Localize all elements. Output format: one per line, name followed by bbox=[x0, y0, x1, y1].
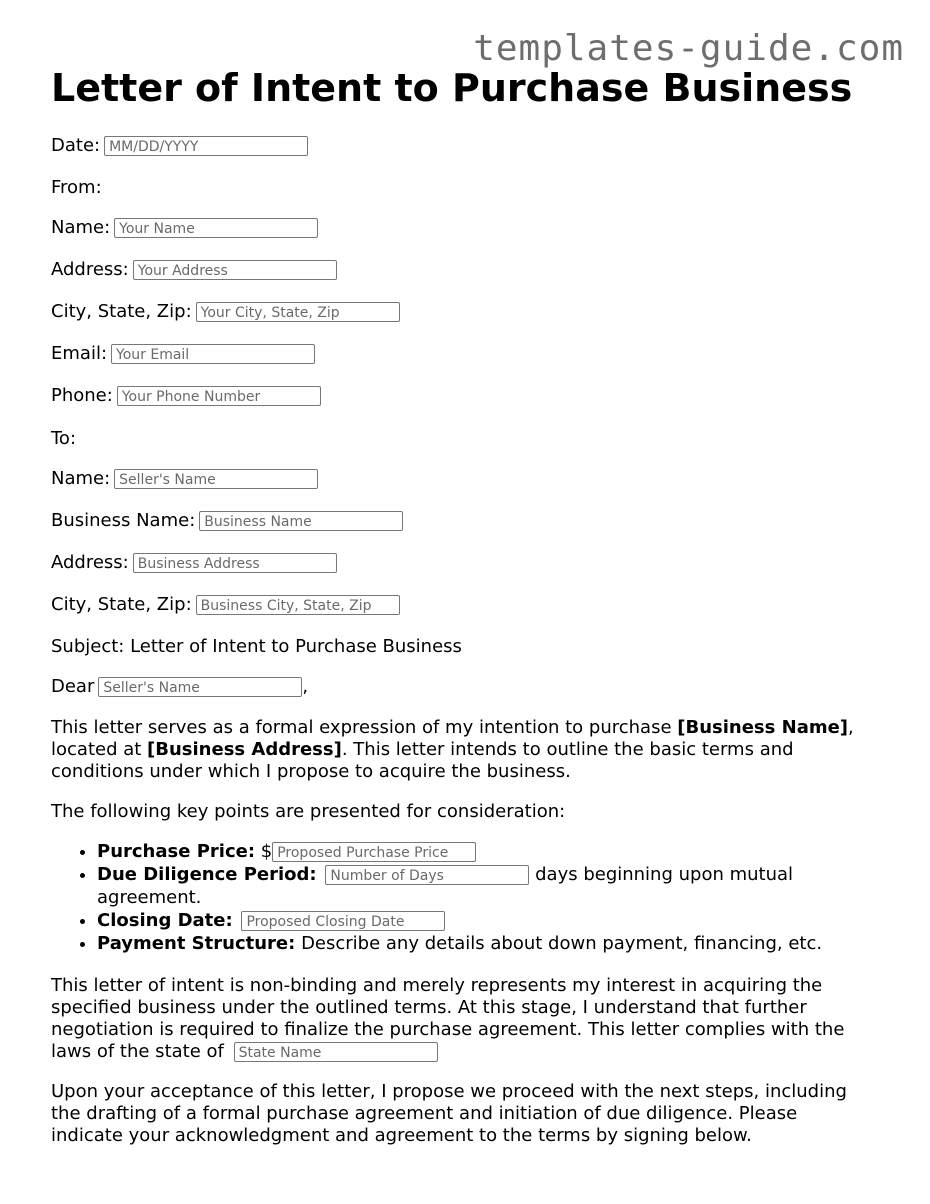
business-name-input[interactable]: Business Name bbox=[199, 511, 403, 531]
from-city-row bbox=[51, 301, 400, 323]
business-address-row bbox=[51, 552, 337, 574]
from-city-label: City, State, Zip: bbox=[51, 301, 192, 322]
to-label: To: bbox=[51, 428, 77, 449]
state-name-input[interactable]: State Name bbox=[234, 1042, 438, 1062]
from-label: From: bbox=[51, 177, 102, 198]
nonbinding-text: This letter of intent is non-binding and merely represents my interest in acquiring the specified business under the outlined terms. At this stage, I understand that further negotiation is required to finalize the purchase agreement. This letter complies with the laws of the state of bbox=[51, 975, 845, 1062]
due-diligence-item bbox=[97, 863, 897, 909]
salutation-label: Dear bbox=[51, 676, 95, 697]
from-phone-input[interactable]: Your Phone Number bbox=[117, 386, 321, 406]
seller-name-input[interactable]: Seller's Name bbox=[114, 469, 318, 489]
closing-date-label: Closing Date: bbox=[97, 910, 233, 931]
business-city-label: City, State, Zip: bbox=[51, 594, 192, 615]
salutation-input[interactable]: Seller's Name bbox=[98, 677, 302, 697]
intro-text-3: . This letter intends to outline the basic terms and conditions under which I propose to acquire the business. bbox=[51, 739, 794, 782]
from-phone-row bbox=[51, 385, 321, 407]
from-phone-label: Phone: bbox=[51, 385, 113, 406]
business-city-row bbox=[51, 594, 400, 616]
from-email-row bbox=[51, 343, 315, 365]
due-diligence-input[interactable]: Number of Days bbox=[325, 865, 529, 885]
currency-symbol: $ bbox=[260, 841, 273, 862]
to-name-row bbox=[51, 468, 318, 490]
from-address-label: Address: bbox=[51, 259, 129, 280]
business-address-token: [Business Address] bbox=[147, 739, 342, 760]
payment-structure-label: Payment Structure: bbox=[97, 933, 296, 954]
purchase-price-input[interactable]: Proposed Purchase Price bbox=[272, 842, 476, 862]
page-title: Letter of Intent to Purchase Business bbox=[51, 66, 853, 110]
business-address-label: Address: bbox=[51, 552, 129, 573]
payment-structure-text: Describe any details about down payment, financing, etc. bbox=[301, 933, 823, 954]
from-email-label: Email: bbox=[51, 343, 108, 364]
from-city-input[interactable]: Your City, State, Zip bbox=[196, 302, 400, 322]
salutation-comma: , bbox=[302, 676, 309, 697]
business-name-row bbox=[51, 510, 403, 532]
intro-text-1: This letter serves as a formal expression of my intention to purchase bbox=[51, 717, 678, 738]
closing-paragraph: Upon your acceptance of this letter, I propose we proceed with the next steps, including the drafting of a formal purchase agreement and initiation of due diligence. Please indicate your acknowledgment and agreement to the terms by signing below. bbox=[51, 1081, 847, 1146]
purchase-price-item bbox=[97, 840, 897, 863]
payment-structure-item bbox=[97, 932, 897, 955]
watermark: templates-guide.com bbox=[473, 28, 904, 69]
key-points-intro: The following key points are presented for consideration: bbox=[51, 801, 566, 822]
from-address-input[interactable]: Your Address bbox=[133, 260, 337, 280]
date-input[interactable]: MM/DD/YYYY bbox=[104, 136, 308, 156]
from-name-label: Name: bbox=[51, 217, 111, 238]
due-diligence-label: Due Diligence Period: bbox=[97, 864, 317, 885]
from-email-input[interactable]: Your Email bbox=[111, 344, 315, 364]
from-name-row bbox=[51, 217, 318, 239]
business-name-token: [Business Name] bbox=[677, 717, 849, 738]
intro-text-2: , located at bbox=[51, 717, 854, 760]
purchase-price-label: Purchase Price: bbox=[97, 841, 256, 862]
subject-line: Subject: Letter of Intent to Purchase Business bbox=[51, 636, 462, 657]
to-name-label: Name: bbox=[51, 468, 111, 489]
intro-paragraph bbox=[51, 717, 871, 783]
nonbinding-paragraph bbox=[51, 975, 871, 1063]
closing-date-item bbox=[97, 909, 897, 932]
business-city-input[interactable]: Business City, State, Zip bbox=[196, 595, 400, 615]
from-address-row bbox=[51, 259, 337, 281]
due-diligence-suffix: days beginning upon mutual agreement. bbox=[97, 864, 794, 908]
from-name-input[interactable]: Your Name bbox=[114, 218, 318, 238]
date-label: Date: bbox=[51, 135, 101, 156]
closing-date-input[interactable]: Proposed Closing Date bbox=[241, 911, 445, 931]
business-address-input[interactable]: Business Address bbox=[133, 553, 337, 573]
date-row bbox=[51, 135, 308, 157]
salutation-row bbox=[51, 676, 308, 698]
key-points-list bbox=[51, 840, 897, 955]
business-name-label: Business Name: bbox=[51, 510, 196, 531]
